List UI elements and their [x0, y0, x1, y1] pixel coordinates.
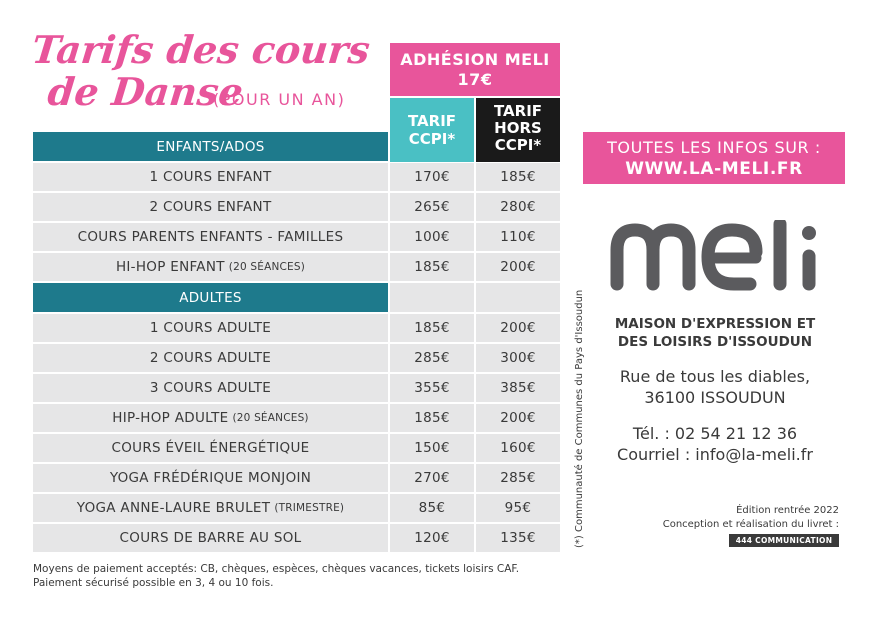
course-label: 2 COURS ADULTE	[149, 350, 272, 366]
price-hors-ccpi: 95€	[476, 494, 560, 522]
meli-logo	[610, 220, 820, 296]
ccpi-footnote: (*) Communauté de Communes du Pays d'Issoudun	[574, 289, 585, 548]
price-hors-ccpi: 185€	[476, 163, 560, 191]
adhesion-price: 17€	[457, 70, 493, 89]
course-note: (20 SÉANCES)	[232, 412, 309, 424]
table-row	[33, 524, 560, 552]
price-ccpi: 85€	[390, 494, 474, 522]
agency-badge: 444 COMMUNICATION	[729, 534, 839, 547]
price-hors-ccpi: 285€	[476, 464, 560, 492]
tarif-ccpi-line1: TARIF	[407, 112, 457, 130]
price-table	[33, 132, 560, 554]
table-row	[33, 374, 560, 402]
tarif-hors-line3: CCPI*	[494, 136, 542, 154]
price-ccpi: 285€	[390, 344, 474, 372]
price-ccpi: 170€	[390, 163, 474, 191]
payment-methods: Moyens de paiement acceptés: CB, chèques, espèces, chèques vacances, tickets loisirs CAF.	[33, 563, 520, 575]
price-hors-ccpi: 300€	[476, 344, 560, 372]
section-title: ADULTES	[33, 283, 388, 312]
table-row	[33, 404, 560, 432]
course-label: 3 COURS ADULTE	[149, 380, 272, 396]
price-ccpi: 265€	[390, 193, 474, 221]
course-label: HIP-HOP ADULTE	[112, 410, 229, 426]
tarif-hors-line2: HORS	[494, 119, 542, 137]
price-hors-ccpi: 160€	[476, 434, 560, 462]
address-line1: Rue de tous les diables,	[619, 367, 811, 386]
course-label: COURS DE BARRE AU SOL	[119, 530, 302, 546]
table-row	[33, 193, 560, 221]
design-credit: Conception et réalisation du livret :	[662, 519, 839, 530]
meli-logo-graphic	[610, 220, 820, 292]
email[interactable]: Courriel : info@la-meli.fr	[617, 445, 813, 464]
table-row	[33, 163, 560, 191]
course-label: YOGA FRÉDÉRIQUE MONJOIN	[109, 470, 312, 486]
table-row	[33, 464, 560, 492]
price-ccpi: 100€	[390, 223, 474, 251]
edition-label: Édition rentrée 2022	[736, 505, 839, 516]
table-row	[33, 494, 560, 522]
table-row	[33, 344, 560, 372]
price-hors-ccpi: 280€	[476, 193, 560, 221]
adhesion-header	[390, 43, 560, 96]
tarif-hors-line1: TARIF	[493, 102, 543, 120]
page-subtitle: (POUR UN AN)	[213, 90, 346, 109]
price-hors-ccpi: 385€	[476, 374, 560, 402]
price-hors-ccpi: 200€	[476, 404, 560, 432]
address-line2: 36100 ISSOUDUN	[644, 388, 786, 407]
course-label: YOGA ANNE-LAURE BRULET	[76, 500, 271, 516]
course-label: 1 COURS ENFANT	[149, 169, 272, 185]
price-hors-ccpi: 200€	[476, 253, 560, 281]
section-title: ENFANTS/ADOS	[33, 132, 388, 161]
website-link[interactable]: WWW.LA-MELI.FR	[625, 159, 803, 179]
infos-banner	[583, 132, 845, 184]
table-row	[33, 434, 560, 462]
table-row	[33, 223, 560, 251]
payment-installments: Paiement sécurisé possible en 3, 4 ou 10 fois.	[33, 577, 274, 589]
course-note: (20 SÉANCES)	[228, 261, 306, 273]
course-label: HI-HOP ENFANT	[115, 259, 225, 275]
price-ccpi: 120€	[390, 524, 474, 552]
price-ccpi: 150€	[390, 434, 474, 462]
page-title-line1: Tarifs des cours	[29, 27, 373, 72]
price-hors-ccpi: 200€	[476, 314, 560, 342]
table-row	[33, 253, 560, 281]
adhesion-label: ADHÉSION MELI	[400, 50, 550, 69]
table-row	[33, 314, 560, 342]
phone: Tél. : 02 54 21 12 36	[632, 424, 798, 443]
course-label: 1 COURS ADULTE	[149, 320, 272, 336]
infos-label: TOUTES LES INFOS SUR :	[607, 138, 821, 157]
price-ccpi: 270€	[390, 464, 474, 492]
tarif-ccpi-line2: CCPI*	[408, 130, 456, 148]
price-ccpi: 355€	[390, 374, 474, 402]
price-ccpi: 185€	[390, 253, 474, 281]
price-hors-ccpi: 135€	[476, 524, 560, 552]
page-title-line2: de Danse	[45, 69, 246, 114]
section-header-enfants	[33, 132, 560, 161]
course-label: 2 COURS ENFANT	[149, 199, 272, 215]
organization-name: MAISON D'EXPRESSION ET DES LOISIRS D'ISSOUDUN	[614, 316, 816, 350]
course-label: COURS ÉVEIL ÉNERGÉTIQUE	[111, 440, 310, 456]
section-header-adultes	[33, 283, 560, 312]
course-label: COURS PARENTS ENFANTS - FAMILLES	[77, 229, 344, 245]
price-hors-ccpi: 110€	[476, 223, 560, 251]
course-note: (TRIMESTRE)	[274, 502, 345, 514]
price-ccpi: 185€	[390, 404, 474, 432]
price-ccpi: 185€	[390, 314, 474, 342]
